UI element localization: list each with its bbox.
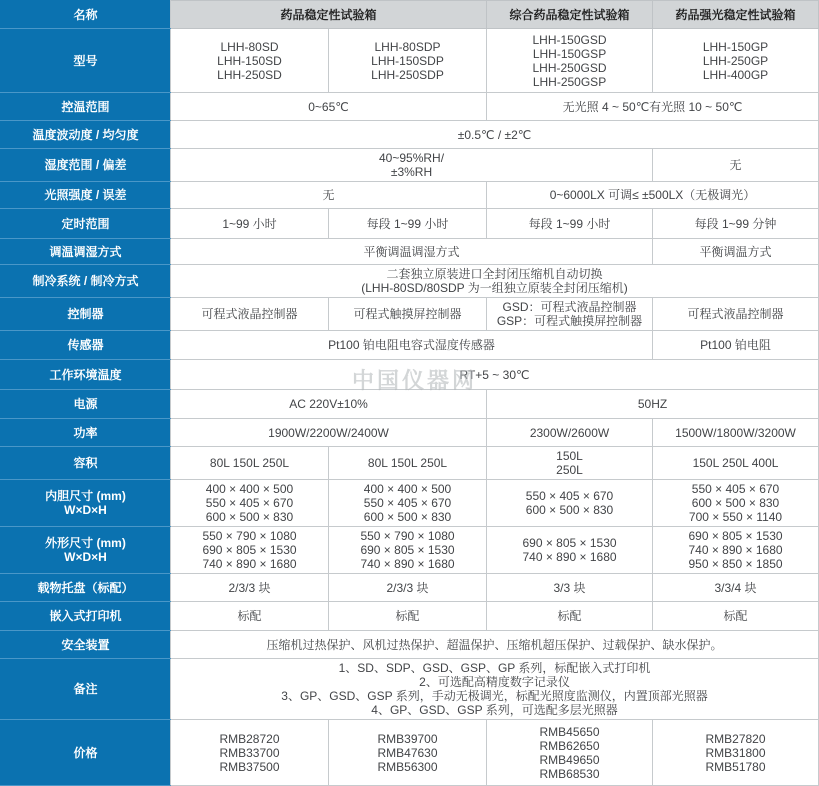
spec-cell: ±0.5℃ / ±2℃ xyxy=(171,121,819,149)
table-row xyxy=(1,419,819,447)
row-label: 功率 xyxy=(1,419,171,447)
row-label: 湿度范围 / 偏差 xyxy=(1,149,171,182)
spec-cell: 3/3/4 块 xyxy=(653,574,819,602)
header-product-comprehensive-chamber: 综合药品稳定性试验箱 xyxy=(487,1,653,29)
table-row xyxy=(1,182,819,209)
spec-cell: 每段 1~99 分钟 xyxy=(653,209,819,239)
table-row xyxy=(1,29,819,93)
table-row xyxy=(1,447,819,480)
spec-cell: 2/3/3 块 xyxy=(329,574,487,602)
table-row xyxy=(1,209,819,239)
row-label: 载物托盘（标配） xyxy=(1,574,171,602)
spec-cell: 可程式液晶控制器 xyxy=(171,298,329,331)
spec-cell: 标配 xyxy=(171,602,329,631)
spec-cell: 400 × 400 × 500 550 × 405 × 670 600 × 500 × 830 xyxy=(329,480,487,527)
table-row xyxy=(1,239,819,265)
spec-cell: 150L 250L xyxy=(487,447,653,480)
table-row xyxy=(1,574,819,602)
spec-cell: GSD：可程式液晶控制器 GSP：可程式触摸屏控制器 xyxy=(487,298,653,331)
spec-cell: 可程式液晶控制器 xyxy=(653,298,819,331)
spec-cell: 80L 150L 250L xyxy=(329,447,487,480)
table-row xyxy=(1,121,819,149)
row-label: 容积 xyxy=(1,447,171,480)
spec-cell: 标配 xyxy=(329,602,487,631)
row-label: 嵌入式打印机 xyxy=(1,602,171,631)
table-row xyxy=(1,390,819,419)
spec-cell: 平衡调温方式 xyxy=(653,239,819,265)
spec-cell: Pt100 铂电阻 xyxy=(653,331,819,360)
row-label: 备注 xyxy=(1,659,171,720)
spec-cell: 无光照 4 ~ 50℃有光照 10 ~ 50℃ xyxy=(487,93,819,121)
row-label: 光照强度 / 误差 xyxy=(1,182,171,209)
spec-cell: 平衡调温调湿方式 xyxy=(171,239,653,265)
spec-cell: 二套独立原装进口全封闭压缩机自动切换 (LHH-80SD/80SDP 为一组独立原装全封闭压缩机) xyxy=(171,265,819,298)
spec-cell: 0~6000LX 可调≤ ±500LX（无极调光） xyxy=(487,182,819,209)
spec-cell: 3/3 块 xyxy=(487,574,653,602)
spec-cell: 690 × 805 × 1530 740 × 890 × 1680 950 × 850 × 1850 xyxy=(653,527,819,574)
spec-cell: 550 × 405 × 670 600 × 500 × 830 xyxy=(487,480,653,527)
table-row xyxy=(1,265,819,298)
row-label: 调温调湿方式 xyxy=(1,239,171,265)
spec-cell: AC 220V±10% xyxy=(171,390,487,419)
table-row xyxy=(1,149,819,182)
table-row xyxy=(1,720,819,786)
spec-cell: 550 × 790 × 1080 690 × 805 × 1530 740 × 890 × 1680 xyxy=(329,527,487,574)
spec-cell: RMB28720 RMB33700 RMB37500 xyxy=(171,720,329,786)
spec-cell: 550 × 790 × 1080 690 × 805 × 1530 740 × 890 × 1680 xyxy=(171,527,329,574)
spec-cell: 无 xyxy=(171,182,487,209)
header-product-stability-chamber: 药品稳定性试验箱 xyxy=(171,1,487,29)
spec-cell: 550 × 405 × 670 600 × 500 × 830 700 × 550 × 1140 xyxy=(653,480,819,527)
spec-cell: 40~95%RH/ ±3%RH xyxy=(171,149,653,182)
spec-table-body xyxy=(1,29,819,786)
spec-cell: 50HZ xyxy=(487,390,819,419)
spec-cell: 标配 xyxy=(653,602,819,631)
spec-cell: LHH-150GP LHH-250GP LHH-400GP xyxy=(653,29,819,93)
spec-cell: 1~99 小时 xyxy=(171,209,329,239)
header-name-label: 名称 xyxy=(1,1,171,29)
row-label: 温度波动度 / 均匀度 xyxy=(1,121,171,149)
spec-cell: RT+5 ~ 30℃ xyxy=(171,360,819,390)
row-label: 型号 xyxy=(1,29,171,93)
spec-cell: 可程式触摸屏控制器 xyxy=(329,298,487,331)
table-row xyxy=(1,331,819,360)
spec-cell: 压缩机过热保护、风机过热保护、超温保护、压缩机超压保护、过载保护、缺水保护。 xyxy=(171,631,819,659)
spec-cell: RMB27820 RMB31800 RMB51780 xyxy=(653,720,819,786)
row-label: 价格 xyxy=(1,720,171,786)
table-header-row xyxy=(1,1,819,29)
table-row xyxy=(1,360,819,390)
table-row xyxy=(1,527,819,574)
spec-cell: LHH-80SD LHH-150SD LHH-250SD xyxy=(171,29,329,93)
table-row xyxy=(1,602,819,631)
spec-cell: LHH-150GSD LHH-150GSP LHH-250GSD LHH-250GSP xyxy=(487,29,653,93)
spec-cell: 无 xyxy=(653,149,819,182)
spec-cell: 690 × 805 × 1530 740 × 890 × 1680 xyxy=(487,527,653,574)
spec-cell: LHH-80SDP LHH-150SDP LHH-250SDP xyxy=(329,29,487,93)
row-label: 控温范围 xyxy=(1,93,171,121)
row-label: 工作环境温度 xyxy=(1,360,171,390)
row-label: 定时范围 xyxy=(1,209,171,239)
spec-cell: 每段 1~99 小时 xyxy=(329,209,487,239)
header-product-strong-light-chamber: 药品强光稳定性试验箱 xyxy=(653,1,819,29)
spec-cell: 标配 xyxy=(487,602,653,631)
spec-cell: 0~65℃ xyxy=(171,93,487,121)
spec-cell: RMB45650 RMB62650 RMB49650 RMB68530 xyxy=(487,720,653,786)
table-row xyxy=(1,480,819,527)
spec-cell: 150L 250L 400L xyxy=(653,447,819,480)
spec-cell: 400 × 400 × 500 550 × 405 × 670 600 × 500 × 830 xyxy=(171,480,329,527)
spec-cell: RMB39700 RMB47630 RMB56300 xyxy=(329,720,487,786)
row-label: 控制器 xyxy=(1,298,171,331)
spec-cell: 1900W/2200W/2400W xyxy=(171,419,487,447)
row-label: 内胆尺寸 (mm) W×D×H xyxy=(1,480,171,527)
spec-cell: 2300W/2600W xyxy=(487,419,653,447)
row-label: 传感器 xyxy=(1,331,171,360)
row-label: 电源 xyxy=(1,390,171,419)
row-label: 外形尺寸 (mm) W×D×H xyxy=(1,527,171,574)
spec-cell: 80L 150L 250L xyxy=(171,447,329,480)
watermark: 中国仪器网 xyxy=(352,368,478,393)
spec-cell: 2/3/3 块 xyxy=(171,574,329,602)
table-row xyxy=(1,298,819,331)
spec-cell: 1、SD、SDP、GSD、GSP、GP 系列，标配嵌入式打印机 2、可选配高精度数字记录仪 3、GP、GSD、GSP 系列，手动无极调光，标配光照度监测仪，内置顶部光照器 4、GP、GSD、GSP 系列，可选配多层光照器 xyxy=(171,659,819,720)
row-label: 安全装置 xyxy=(1,631,171,659)
spec-cell: 1500W/1800W/3200W xyxy=(653,419,819,447)
spec-cell: 每段 1~99 小时 xyxy=(487,209,653,239)
table-row xyxy=(1,631,819,659)
table-row xyxy=(1,659,819,720)
table-row xyxy=(1,93,819,121)
row-label: 制冷系统 / 制冷方式 xyxy=(1,265,171,298)
spec-cell: Pt100 铂电阻电容式湿度传感器 xyxy=(171,331,653,360)
